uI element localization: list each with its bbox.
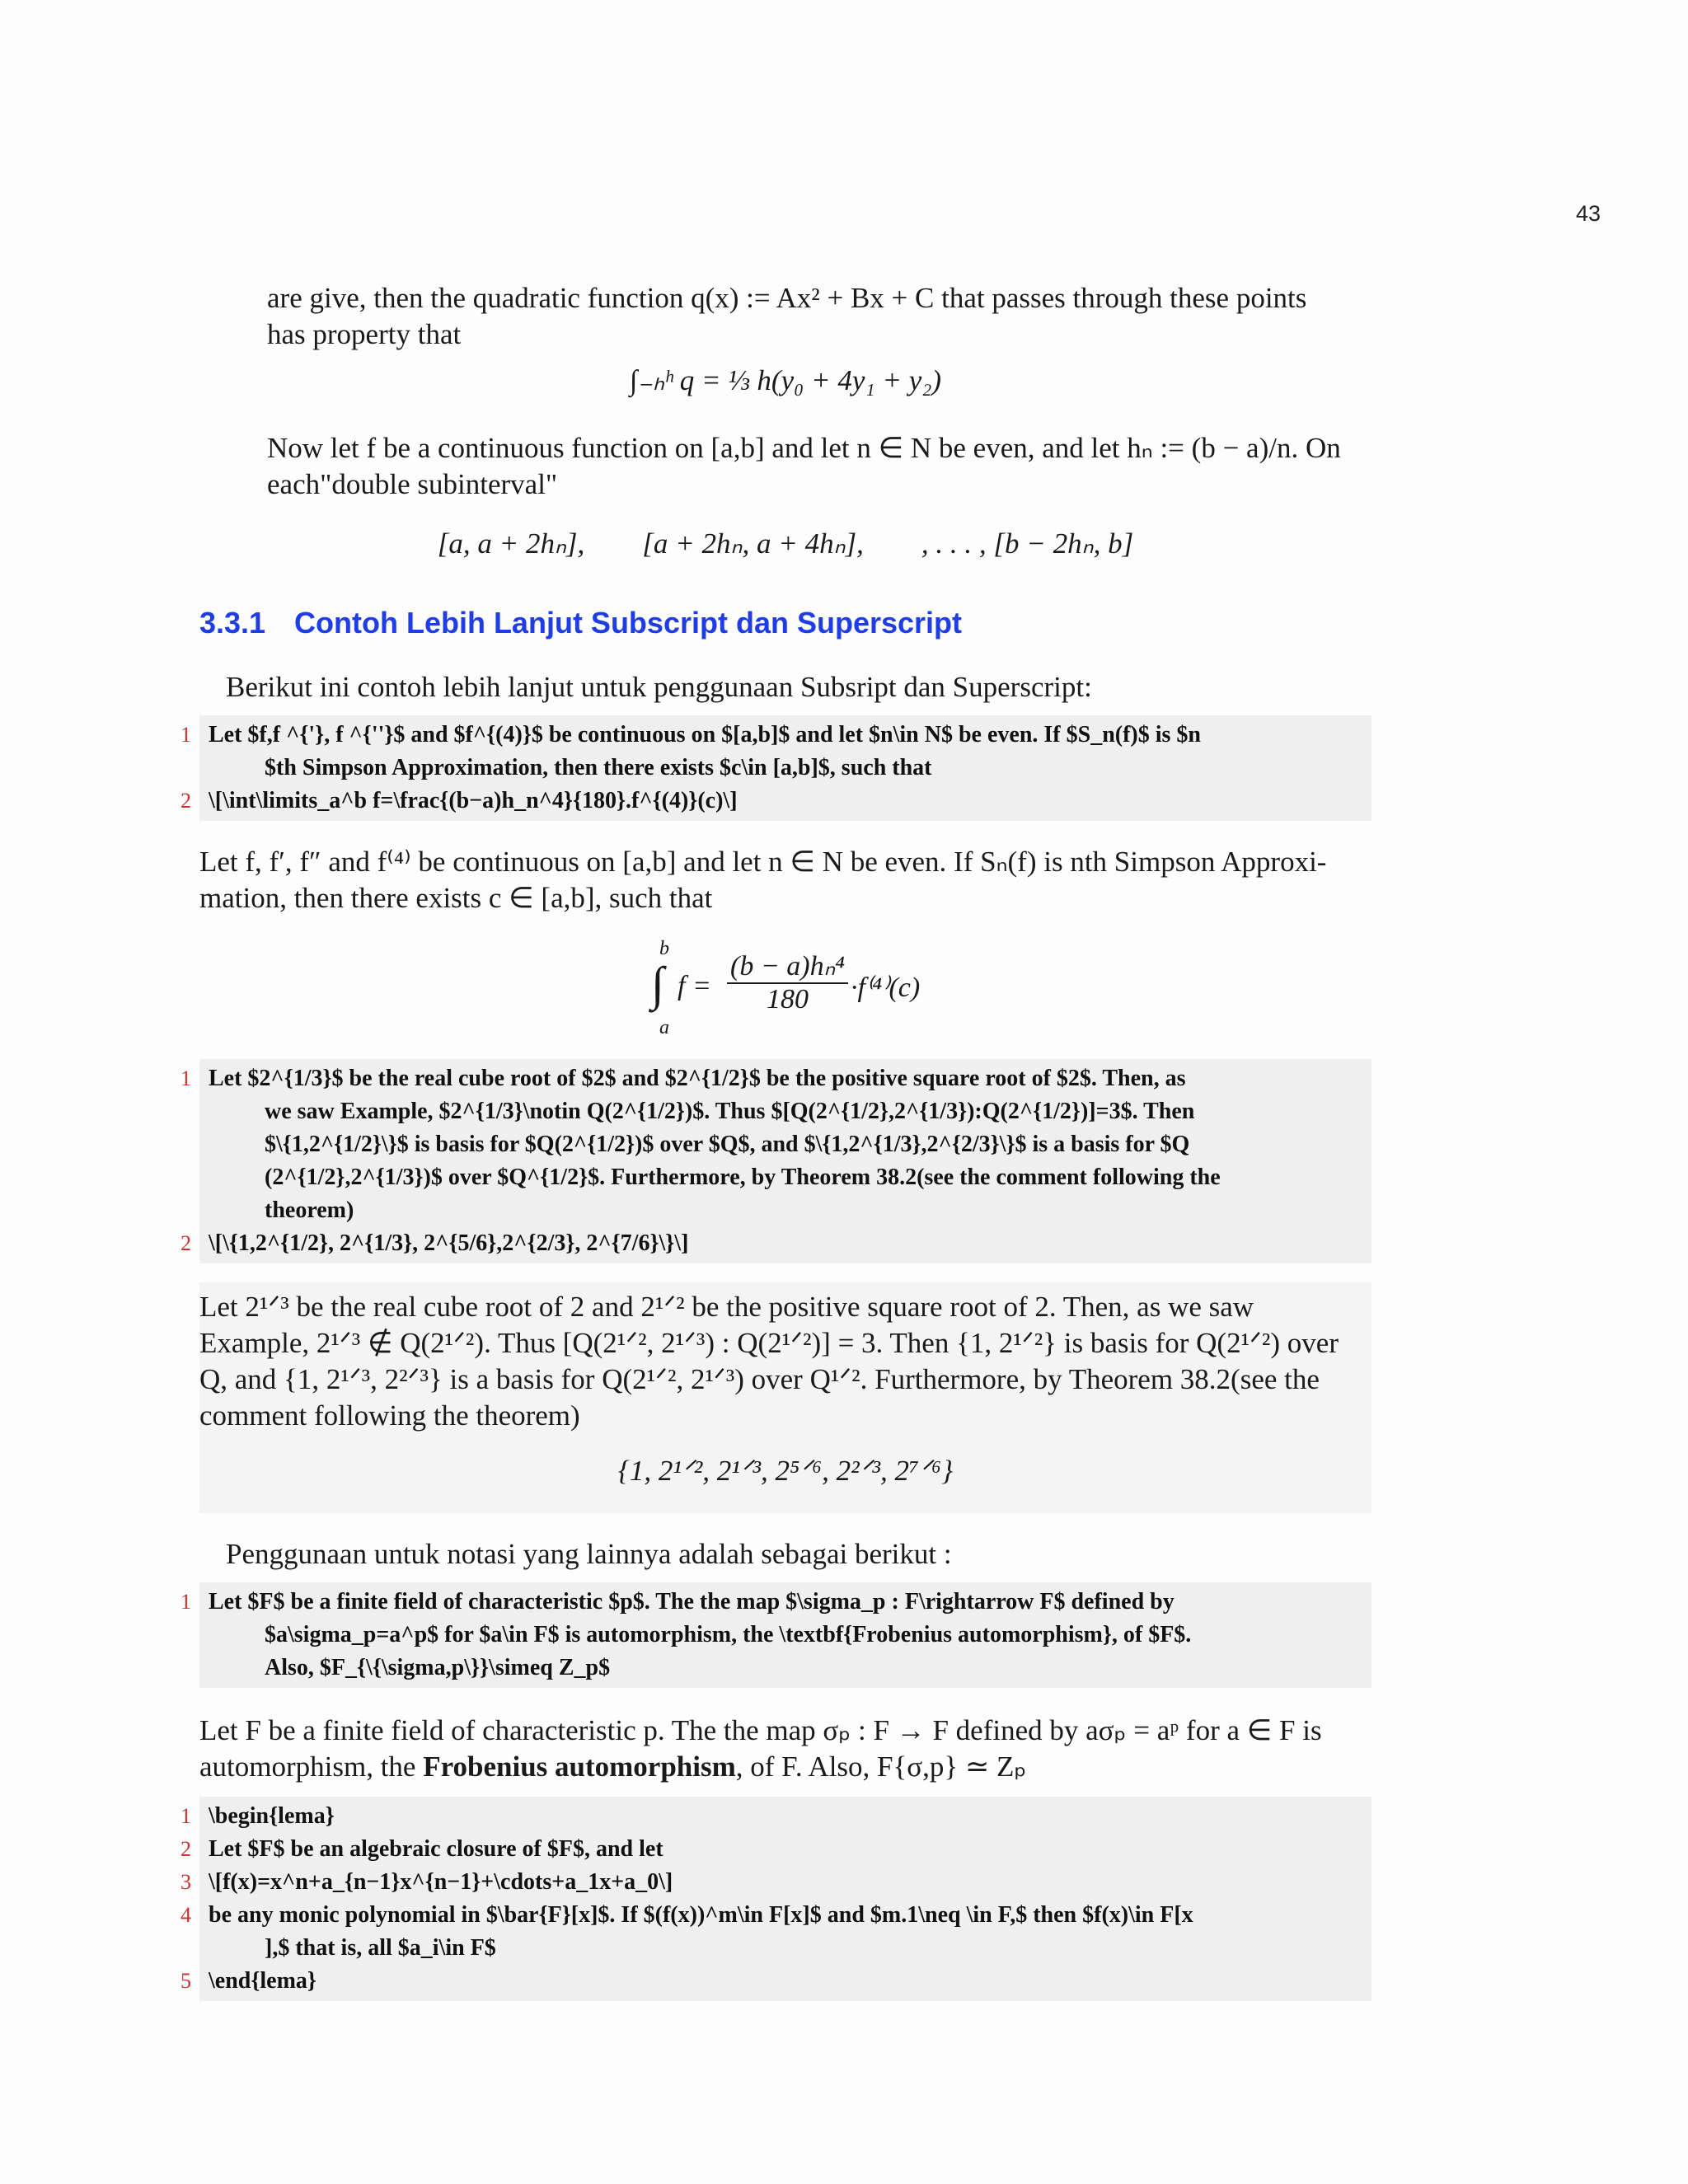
code-text: \[f(x)=x^n+a_{n−1}x^{n−1}+\cdots+a_1x+a_0\] [209, 1869, 673, 1895]
code-line: 3 \[f(x)=x^n+a_{n−1}x^{n−1}+\cdots+a_1x+a_0\] [181, 1869, 673, 1895]
code-line [199, 1652, 1372, 1685]
code-text: ],$ that is, all $a_i\in F$ [265, 1935, 496, 1961]
code-line: 2 \[\int\limits_a^b f=\frac{(b−a)h_n^4}{180}.f^{(4)}(c)\] [181, 788, 738, 813]
code-block-2 [181, 1059, 1372, 1263]
code-line: 1 Let $F$ be a finite field of characteristic $p$. The the map $\sigma_p : F\rightarrow F$ defined by [181, 1589, 1175, 1615]
code-text: Let $F$ be an algebraic closure of $F$, and let [209, 1836, 663, 1862]
intro-block [267, 280, 1372, 353]
fraction-numerator: (b − a)hₙ⁴ [727, 949, 848, 984]
intro-line-1: are give, then the quadratic function q(x) := Ax² + Bx + C that passes through these points [267, 282, 1307, 314]
code-line: 2 \[\{1,2^{1/2}, 2^{1/3}, 2^{5/6},2^{2/3}, 2^{7/6}\}\] [181, 1230, 689, 1256]
code-text: Let $f,f ^{'}, f ^{''}$ and $f^{(4)}$ be continuous on $[a,b]$ and let $n\in N$ be even. If $S_n(f)$ is $n [209, 722, 1201, 748]
code-line [199, 1932, 1372, 1965]
code-text: \begin{lema} [209, 1803, 335, 1829]
result-3-line-2-pre: automorphism, the [199, 1750, 424, 1783]
code-text: Let $F$ be a finite field of characteristic $p$. The the map $\sigma_p : F\rightarrow F$ defined by [209, 1589, 1175, 1615]
result-1-line-2: mation, then there exists c ∈ [a,b], such that [199, 882, 713, 914]
result-2-line-4: comment following the theorem) [199, 1399, 580, 1432]
code-text: Also, $F_{\{\sigma,p\}}\simeq Z_p$ [265, 1655, 611, 1680]
code-text: $\{1,2^{1/2}\}$ is basis for $Q(2^{1/2})$ over $Q$, and $\{1,2^{1/3},2^{2/3}\}$ is a basis for $Q [265, 1132, 1190, 1157]
code-line: 2 Let $F$ be an algebraic closure of $F$, and let [181, 1836, 663, 1862]
code-text: \[\{1,2^{1/2}, 2^{1/3}, 2^{5/6},2^{2/3}, 2^{7/6}\}\] [209, 1230, 689, 1256]
page-number: 43 [1576, 201, 1601, 226]
code-line [199, 752, 1372, 785]
code-text: theorem) [265, 1197, 354, 1223]
fraction-denominator: 180 [766, 984, 809, 1015]
code-line: 1 \begin{lema} [181, 1803, 335, 1829]
code-line: 1 Let $2^{1/3}$ be the real cube root of $2$ and $2^{1/2}$ be the positive square root of $2$. Then, as [181, 1066, 1186, 1091]
code-line: 4 be any monic polynomial in $\bar{F}[x]$. If $(f(x))^m\in F[x]$ and $m.1\neq \in F,$ then $f(x)\in F[x [181, 1902, 1193, 1928]
code-text: (2^{1/2},2^{1/3})$ over $Q^{1/2}$. Furthermore, by Theorem 38.2(see the comment following the [265, 1165, 1221, 1190]
result-3-line-1: Let F be a finite field of characteristic p. The the map σₚ : F → F defined by aσₚ = aᵖ for a ∈ F is [199, 1714, 1322, 1746]
result-2-line-2: Example, 2¹ᐟ³ ∉ Q(2¹ᐟ²). Thus [Q(2¹ᐟ², 2¹ᐟ³) : Q(2¹ᐟ²)] = 3. Then {1, 2¹ᐟ²} is basis for Q(2¹ᐟ²) over [199, 1327, 1339, 1359]
intro-line-3: Now let f be a continuous function on [a,b] and let n ∈ N be even, and let hₙ := (b − a)/n. On [267, 432, 1341, 464]
result-3 [199, 1713, 1372, 1785]
code-line [199, 1194, 1372, 1227]
integral-sign: ∫ [651, 957, 664, 1010]
para-2-text: Penggunaan untuk notasi yang lainnya adalah sebagai berikut : [226, 1538, 952, 1570]
para-1 [226, 669, 1398, 705]
intro-line-4: each"double subinterval" [267, 468, 558, 500]
code-text: be any monic polynomial in $\bar{F}[x]$. If $(f(x))^m\in F[x]$ and $m.1\neq \in F,$ then $f(x)\in F[x [209, 1902, 1193, 1928]
code-text: Let $2^{1/3}$ be the real cube root of $2$ and $2^{1/2}$ be the positive square root of $2$. Then, as [209, 1066, 1186, 1091]
result-3-line-2 [199, 1749, 1372, 1785]
code-text: we saw Example, $2^{1/3}\notin Q(2^{1/2})$. Thus $[Q(2^{1/2},2^{1/3}):Q(2^{1/2})]=3$. Then [265, 1099, 1195, 1124]
intro-block-2 [267, 430, 1372, 503]
code-text: \[\int\limits_a^b f=\frac{(b−a)h_n^4}{180}.f^{(4)}(c)\] [209, 788, 738, 813]
result-1 [199, 844, 1372, 916]
result-2-line-3: Q, and {1, 2¹ᐟ³, 2²ᐟ³} is a basis for Q(2¹ᐟ², 2¹ᐟ³) over Q¹ᐟ². Furthermore, by Theorem 38.2(see the [199, 1363, 1320, 1395]
simpson-formula: ∫₋ₕʰ q = ⅓ h(y₀ + 4y₁ + y₂) [629, 364, 942, 396]
section-heading [199, 606, 962, 640]
result-2-line-1: Let 2¹ᐟ³ be the real cube root of 2 and 2¹ᐟ² be the positive square root of 2. Then, as we saw [199, 1291, 1254, 1323]
code-text: $a\sigma_p=a^p$ for $a\in F$ is automorphism, the \textbf{Frobenius automorphism}, of $F$. [265, 1622, 1192, 1647]
code-block-3 [181, 1582, 1372, 1688]
code-line: 1 Let $f,f ^{'}, f ^{''}$ and $f^{(4)}$ be continuous on $[a,b]$ and let $n\in N$ be even. If $S_n(f)$ is $n [181, 722, 1201, 748]
result-3-line-2-post: , of F. Also, F{σ,p} ≃ Zₚ [735, 1750, 1027, 1783]
section-title: Contoh Lebih Lanjut Subscript dan Superscript [294, 606, 963, 640]
result-1-line-1: Let f, f′, f″ and f⁽⁴⁾ be continuous on [a,b] and let n ∈ N be even. If Sₙ(f) is nth Simpson Approxi- [199, 846, 1327, 878]
para-2 [226, 1536, 1398, 1572]
code-line: 5 \end{lema} [181, 1968, 316, 1994]
integral-lower-limit: a [659, 1017, 669, 1038]
code-block-1 [181, 715, 1372, 821]
code-line [199, 1161, 1372, 1194]
section-number: 3.3.1 [199, 606, 266, 640]
intervals-formula: [a, a + 2hₙ], [a + 2hₙ, a + 4hₙ], , . . . , [b − 2hₙ, b] [437, 527, 1134, 560]
code-line [199, 1128, 1372, 1161]
integral-upper-limit: b [659, 938, 669, 959]
set-formula: {1, 2¹ᐟ², 2¹ᐟ³, 2⁵ᐟ⁶, 2²ᐟ³, 2⁷ᐟ⁶} [617, 1455, 954, 1487]
intro-line-2: has property that [267, 318, 462, 350]
code-text: \end{lema} [209, 1968, 316, 1994]
integral-tail: ·f⁽⁴⁾(c) [851, 972, 921, 1003]
result-2 [199, 1289, 1372, 1434]
code-text: $th Simpson Approximation, then there exists $c\in [a,b]$, such that [265, 755, 932, 780]
integral-f: f = [678, 971, 711, 1001]
integral-formula [651, 938, 931, 1037]
result-3-bold-term: Frobenius automorphism [423, 1750, 736, 1783]
code-block-4 [181, 1797, 1372, 2001]
para-1-text: Berikut ini contoh lebih lanjut untuk penggunaan Subsript dan Superscript: [226, 671, 1092, 703]
code-line [199, 1619, 1372, 1652]
integral-fraction [727, 949, 848, 1015]
code-line [199, 1095, 1372, 1128]
